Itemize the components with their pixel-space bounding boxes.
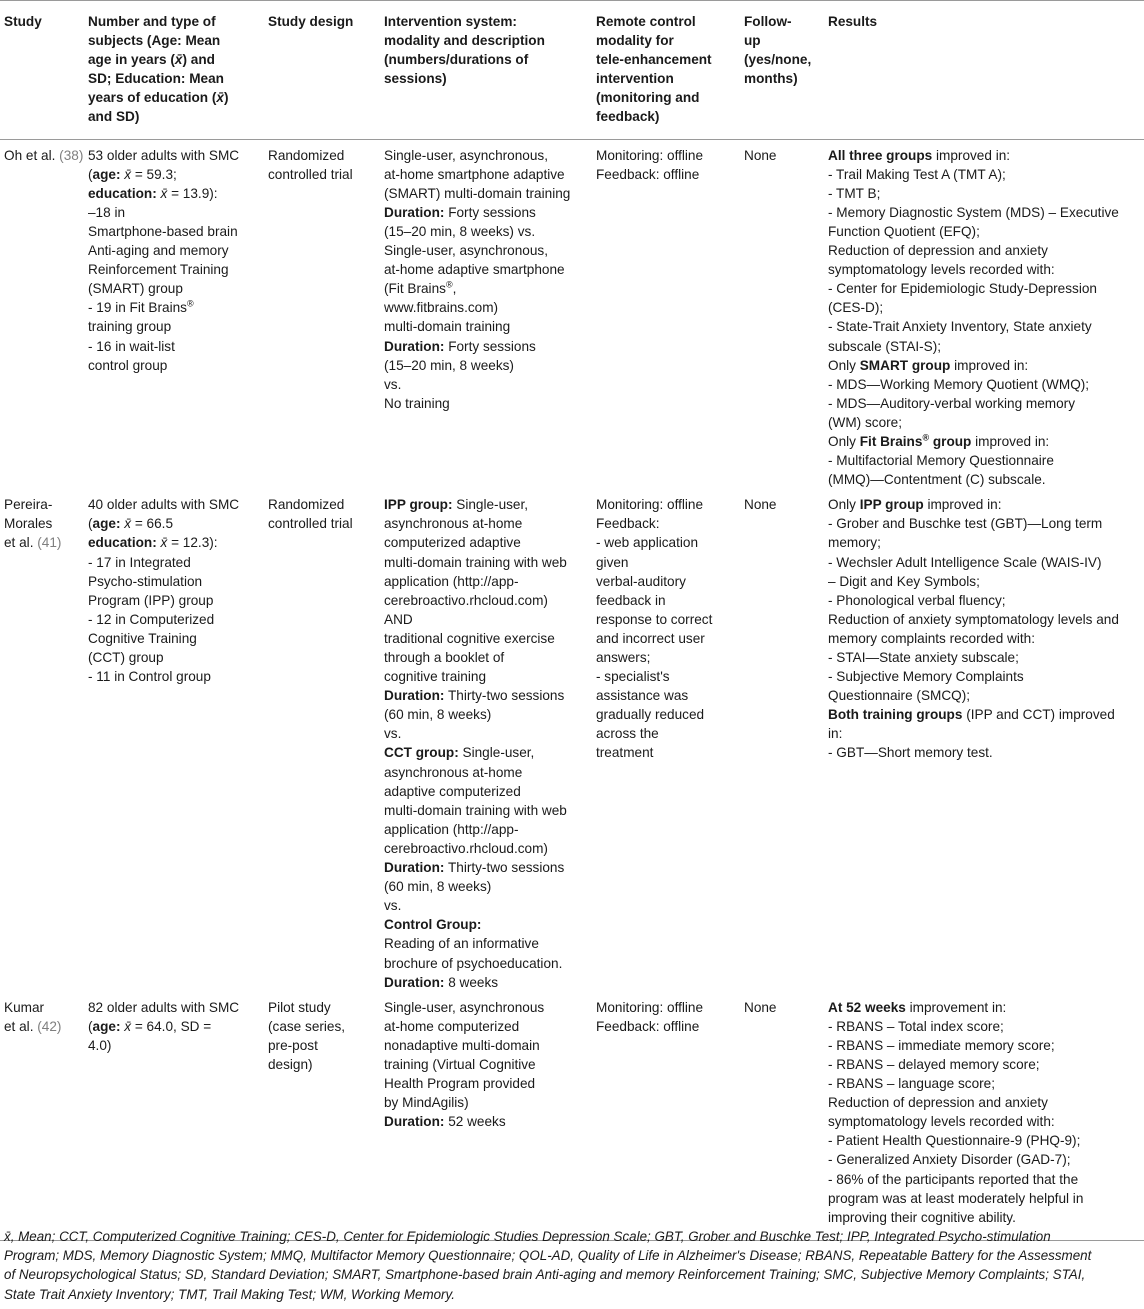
remote-line: verbal-auditory	[596, 573, 686, 589]
study-line: Kumar	[4, 999, 45, 1015]
header-line: Remote control	[596, 14, 696, 29]
remote-line: answers;	[596, 650, 651, 665]
results-line: - Subjective Memory Complaints	[828, 669, 1024, 685]
results-line: - Trail Making Test A (TMT A);	[828, 166, 1006, 182]
intervention-line: asynchronous at-home	[384, 764, 523, 780]
results-line: Reduction of depression and anxiety	[828, 1095, 1048, 1111]
results-line: - STAI—State anxiety subscale;	[828, 650, 1019, 665]
intervention-line: cerebroactivo.rhcloud.com)	[384, 840, 548, 856]
intervention-line: (SMART) multi-domain training	[384, 185, 571, 201]
intervention-line: through a booklet of	[384, 650, 505, 665]
table-footnote	[4, 1227, 1142, 1304]
results-line: symptomatology levels recorded with:	[828, 262, 1055, 278]
results-line: Function Quotient (EFQ);	[828, 223, 980, 239]
remote-line: across the	[596, 726, 659, 742]
subjects-line: training group	[88, 319, 172, 335]
header-line: Study	[4, 14, 42, 29]
intervention-line: cognitive training	[384, 669, 487, 685]
subjects-line: education: x̄ = 13.9):	[88, 185, 218, 201]
subjects-line: - 19 in Fit Brains®	[88, 298, 194, 316]
intervention-line: by MindAgilis)	[384, 1095, 469, 1111]
results-line: Only Fit Brains® group improved in:	[828, 432, 1050, 449]
subjects-line: Program (IPP) group	[88, 592, 214, 608]
intervention-line: application (http://app-	[384, 821, 519, 837]
remote-cell	[592, 489, 740, 991]
header-line: and SD)	[88, 109, 140, 125]
results-line: - RBANS – Total index score;	[828, 1018, 1004, 1034]
study-line: Pereira-	[4, 497, 53, 513]
intervention-cell	[380, 992, 592, 1241]
header-line: feedback)	[596, 109, 660, 125]
intervention-line: adaptive computerized	[384, 783, 521, 799]
remote-cell	[592, 139, 740, 489]
header-results	[824, 1, 1144, 140]
results-line: - RBANS – language score;	[828, 1076, 995, 1092]
followup-line: None	[744, 497, 777, 513]
header-line: Intervention system:	[384, 14, 517, 29]
subjects-line: (age: x̄ = 66.5	[88, 516, 174, 532]
header-follow-up	[740, 1, 824, 140]
intervention-line: Health Program provided	[384, 1076, 536, 1092]
results-cell	[824, 992, 1144, 1241]
intervention-line: www.fitbrains.com)	[384, 300, 499, 316]
intervention-line: (15–20 min, 8 weeks)	[384, 357, 514, 373]
results-line: Questionnaire (SMCQ);	[828, 688, 971, 704]
subjects-line: (age: x̄ = 64.0, SD =	[88, 1018, 212, 1034]
remote-line: Feedback: offline	[596, 166, 700, 182]
intervention-line: traditional cognitive exercise	[384, 630, 555, 646]
design-line: (case series,	[268, 1018, 346, 1034]
intervention-line: IPP group: Single-user,	[384, 497, 529, 513]
followup-cell	[740, 489, 824, 991]
remote-line: assistance was	[596, 688, 689, 704]
header-line: (monitoring and	[596, 90, 700, 106]
intervention-line: asynchronous at-home	[384, 516, 523, 532]
intervention-line: CCT group: Single-user,	[384, 745, 535, 761]
header-study	[0, 1, 84, 140]
footnote-line: State Trait Anxiety Inventory; TMT, Trail Making Test; WM, Working Memory.	[4, 1286, 455, 1302]
results-line: - Phonological verbal fluency;	[828, 592, 1006, 608]
intervention-line: training (Virtual Cognitive	[384, 1056, 536, 1072]
subjects-line: (CCT) group	[88, 650, 164, 665]
subjects-cell	[84, 489, 264, 991]
header-remote-control	[592, 1, 740, 140]
header-line: age in years (x̄) and	[88, 52, 215, 68]
header-line: Number and type of	[88, 14, 216, 29]
footnote-line: x̄, Mean; CCT, Computerized Cognitive Training; CES-D, Center for Epidemiologic Studies Depression Scale; GBT, Grober and Buschke Test; IPP, Integrated Psycho-stimulation	[4, 1229, 1051, 1244]
remote-line: treatment	[596, 745, 654, 761]
subjects-line: Anti-aging and memory	[88, 243, 229, 259]
table-header	[0, 1, 1144, 140]
results-line: - Generalized Anxiety Disorder (GAD-7);	[828, 1152, 1071, 1168]
intervention-line: Single-user, asynchronous	[384, 999, 545, 1015]
header-line: up	[744, 33, 761, 49]
intervention-line: No training	[384, 395, 450, 411]
subjects-line: - 16 in wait-list	[88, 338, 175, 354]
results-line: - 86% of the participants reported that the	[828, 1171, 1079, 1187]
header-line: years of education (x̄)	[88, 90, 229, 106]
design-cell	[264, 992, 380, 1241]
subjects-line: Smartphone-based brain	[88, 223, 238, 239]
subjects-line: - 12 in Computerized	[88, 611, 215, 627]
subjects-line: - 11 in Control group	[88, 669, 211, 685]
subjects-line: Reinforcement Training	[88, 262, 229, 278]
header-line: (yes/none,	[744, 52, 812, 68]
subjects-cell	[84, 992, 264, 1241]
intervention-line: at-home adaptive smartphone	[384, 262, 565, 278]
study-name: et al.	[4, 1018, 34, 1034]
intervention-line: multi-domain training with web	[384, 802, 567, 818]
intervention-cell	[380, 489, 592, 991]
header-line: intervention	[596, 71, 674, 87]
results-line: - Wechsler Adult Intelligence Scale (WAIS-IV)	[828, 554, 1102, 570]
intervention-line: (60 min, 8 weeks)	[384, 879, 492, 895]
results-line: - RBANS – delayed memory score;	[828, 1056, 1040, 1072]
followup-cell	[740, 992, 824, 1241]
results-line: - MDS—Auditory-verbal working memory	[828, 395, 1076, 411]
subjects-line: Cognitive Training	[88, 630, 197, 646]
design-line: Randomized	[268, 147, 345, 163]
followup-line: None	[744, 147, 777, 163]
followup-cell	[740, 139, 824, 489]
results-line: program was at least moderately helpful in	[828, 1190, 1084, 1206]
subjects-line: 40 older adults with SMC	[88, 497, 240, 513]
remote-line: Monitoring: offline	[596, 147, 704, 163]
results-line: Both training groups (IPP and CCT) improved	[828, 707, 1115, 723]
results-line: symptomatology levels recorded with:	[828, 1114, 1055, 1130]
intervention-line: vs.	[384, 726, 402, 742]
study-name: Oh et al.	[4, 147, 56, 163]
subjects-line: 82 older adults with SMC	[88, 999, 240, 1015]
intervention-line: Reading of an informative	[384, 936, 539, 952]
remote-cell	[592, 992, 740, 1241]
remote-line: - specialist's	[596, 669, 670, 685]
header-line: modality for	[596, 33, 674, 49]
header-line: Results	[828, 14, 878, 29]
subjects-line: Psycho-stimulation	[88, 573, 203, 589]
results-line: - RBANS – immediate memory score;	[828, 1037, 1055, 1053]
intervention-line: at-home computerized	[384, 1018, 520, 1034]
header-line: Study design	[268, 14, 354, 29]
remote-line: feedback in	[596, 592, 666, 608]
results-line: (WM) score;	[828, 414, 903, 430]
intervention-line: multi-domain training	[384, 319, 511, 335]
results-line: improving their cognitive ability.	[828, 1209, 1016, 1225]
intervention-line: Duration: Thirty-two sessions	[384, 860, 565, 876]
intervention-line: nonadaptive multi-domain	[384, 1037, 540, 1053]
results-cell	[824, 489, 1144, 991]
remote-line: and incorrect user	[596, 630, 705, 646]
results-line: (MMQ)—Contentment (C) subscale.	[828, 472, 1046, 488]
design-line: controlled trial	[268, 166, 353, 182]
results-line: - Patient Health Questionnaire-9 (PHQ-9);	[828, 1133, 1081, 1149]
results-line: - Memory Diagnostic System (MDS) – Executive	[828, 204, 1119, 220]
subjects-cell	[84, 139, 264, 489]
results-line: All three groups improved in:	[828, 147, 1011, 163]
design-cell	[264, 489, 380, 991]
results-line: memory;	[828, 535, 881, 551]
results-line: Only IPP group improved in:	[828, 497, 1002, 513]
results-line: Only SMART group improved in:	[828, 357, 1029, 373]
intervention-line: Duration: 52 weeks	[384, 1114, 506, 1130]
header-line: months)	[744, 71, 798, 87]
results-line: – Digit and Key Symbols;	[828, 573, 980, 589]
results-line: in:	[828, 726, 843, 742]
intervention-line: Duration: Thirty-two sessions	[384, 688, 565, 704]
intervention-line: at-home smartphone adaptive	[384, 166, 565, 182]
header-row	[0, 1, 1144, 140]
table-row	[0, 489, 1144, 991]
design-line: pre-post	[268, 1037, 318, 1053]
intervention-line: cerebroactivo.rhcloud.com)	[384, 592, 548, 608]
study-line	[4, 533, 82, 552]
study-cell	[0, 992, 84, 1241]
design-cell	[264, 139, 380, 489]
study-name: et al.	[4, 535, 34, 551]
subjects-line: (SMART) group	[88, 281, 183, 297]
subjects-line: –18 in	[88, 204, 126, 220]
results-line: Reduction of depression and anxiety	[828, 243, 1048, 259]
reference-link[interactable]: (42)	[37, 1018, 62, 1034]
results-line: Reduction of anxiety symptomatology levels and	[828, 611, 1119, 627]
remote-line: Feedback:	[596, 516, 660, 532]
remote-line: gradually reduced	[596, 707, 705, 723]
remote-line: Monitoring: offline	[596, 999, 704, 1015]
subjects-line: education: x̄ = 12.3):	[88, 535, 218, 551]
intervention-line: brochure of psychoeducation.	[384, 955, 563, 971]
intervention-line: multi-domain training with web	[384, 554, 567, 570]
remote-line: - web application	[596, 535, 699, 551]
intervention-line: application (http://app-	[384, 573, 519, 589]
intervention-line: AND	[384, 611, 413, 627]
results-line: - MDS—Working Memory Quotient (WMQ);	[828, 376, 1090, 392]
results-line: subscale (STAI-S);	[828, 338, 942, 354]
subjects-line: control group	[88, 357, 168, 373]
header-line: Follow-	[744, 14, 792, 29]
results-line: - State-Trait Anxiety Inventory, State anxiety	[828, 319, 1092, 335]
study-line	[4, 146, 82, 165]
remote-line: Monitoring: offline	[596, 497, 704, 513]
design-line: controlled trial	[268, 516, 353, 532]
intervention-line: Duration: Forty sessions	[384, 204, 536, 220]
intervention-line: computerized adaptive	[384, 535, 521, 551]
reference-link[interactable]: (38)	[59, 147, 84, 163]
header-line: SD; Education: Mean	[88, 71, 224, 87]
subjects-line: - 17 in Integrated	[88, 554, 191, 570]
results-line: - Multifactorial Memory Questionnaire	[828, 453, 1054, 469]
study-line: Morales	[4, 516, 53, 532]
results-line: memory complaints recorded with:	[828, 630, 1035, 646]
results-line: (CES-D);	[828, 300, 884, 316]
design-line: Pilot study	[268, 999, 331, 1015]
results-line: - Grober and Buschke test (GBT)—Long term	[828, 516, 1103, 532]
header-line: modality and description	[384, 33, 545, 49]
remote-line: given	[596, 554, 629, 570]
intervention-line: (Fit Brains®,	[384, 279, 457, 297]
intervention-line: (60 min, 8 weeks)	[384, 707, 492, 723]
results-line: - TMT B;	[828, 185, 881, 201]
header-intervention	[380, 1, 592, 140]
intervention-line: Control Group:	[384, 917, 482, 933]
intervention-line: (15–20 min, 8 weeks) vs.	[384, 223, 536, 239]
header-subjects	[84, 1, 264, 140]
study-line	[4, 1017, 82, 1036]
results-line: - GBT—Short memory test.	[828, 745, 993, 761]
reference-link[interactable]: (41)	[37, 535, 62, 551]
intervention-line: Duration: 8 weeks	[384, 974, 499, 990]
intervention-cell	[380, 139, 592, 489]
table-body	[0, 139, 1144, 1240]
study-cell	[0, 139, 84, 489]
footnote-line: Program; MDS, Memory Diagnostic System; MMQ, Multifactor Memory Questionnaire; QOL-AD, Quality of Life in Alzheimer's Disease; RBANS, Repeatable Battery for the Assessment	[4, 1248, 1092, 1264]
design-line: Randomized	[268, 497, 345, 513]
results-cell	[824, 139, 1144, 489]
table-row	[0, 139, 1144, 489]
header-design	[264, 1, 380, 140]
design-line: design)	[268, 1056, 313, 1072]
intervention-line: Duration: Forty sessions	[384, 338, 536, 354]
intervention-line: Single-user, asynchronous,	[384, 147, 548, 163]
subjects-line: 53 older adults with SMC	[88, 147, 240, 163]
header-line: (numbers/durations of	[384, 52, 529, 68]
followup-line: None	[744, 999, 777, 1015]
results-line: - Center for Epidemiologic Study-Depression	[828, 281, 1097, 297]
study-cell	[0, 489, 84, 991]
table-row	[0, 992, 1144, 1241]
intervention-line: vs.	[384, 898, 402, 914]
footnote-line: of Neuropsychological Status; SD, Standard Deviation; SMART, Smartphone-based brain Anti-aging and memory Reinforcement Training; SMC, Subjective Memory Complaints; STAI,	[4, 1267, 1086, 1283]
remote-line: Feedback: offline	[596, 1018, 700, 1034]
header-line: subjects (Age: Mean	[88, 33, 221, 49]
header-line: sessions)	[384, 71, 447, 87]
intervention-line: vs.	[384, 376, 402, 392]
subjects-line: (age: x̄ = 59.3;	[88, 166, 177, 182]
intervention-line: Single-user, asynchronous,	[384, 243, 548, 259]
subjects-line: 4.0)	[88, 1037, 112, 1053]
header-line: tele-enhancement	[596, 52, 712, 68]
results-line: At 52 weeks improvement in:	[828, 999, 1007, 1015]
remote-line: response to correct	[596, 611, 713, 627]
